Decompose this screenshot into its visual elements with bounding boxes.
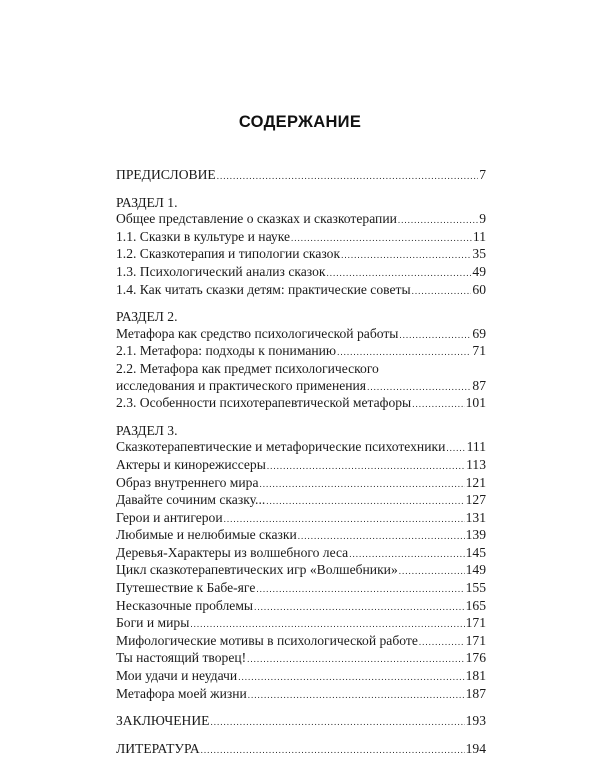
toc-entry xyxy=(116,615,486,633)
toc-entry xyxy=(116,475,486,493)
dot-leader xyxy=(349,546,464,563)
toc-page-number: 7 xyxy=(479,167,486,182)
toc-page-number: 113 xyxy=(466,456,486,472)
toc-page-number: 171 xyxy=(465,615,486,631)
toc-entry-label: Мифологические мотивы в психологической работе xyxy=(116,632,418,648)
toc-section-2 xyxy=(116,309,486,413)
toc-entry-label: Мои удачи и неудачи xyxy=(116,668,238,684)
toc-entry-label: Метафора как средство психологической работы xyxy=(116,325,399,341)
dot-leader xyxy=(298,528,465,545)
dot-leader xyxy=(247,651,464,668)
toc-entry xyxy=(116,598,486,616)
dot-leader xyxy=(412,283,472,300)
toc-entry xyxy=(116,211,486,229)
dot-leader xyxy=(399,563,465,580)
toc-entry-label-line2: исследования и практического применения xyxy=(116,377,367,393)
dot-leader xyxy=(326,265,471,282)
toc-entry-label: 1.4. Как читать сказки детям: практические советы xyxy=(116,281,411,297)
toc-page-number: 176 xyxy=(465,650,486,666)
dot-leader xyxy=(190,616,464,633)
toc-page-number: 127 xyxy=(465,492,486,508)
toc-entry-label: Любимые и нелюбимые сказки xyxy=(116,527,297,543)
dot-leader xyxy=(398,212,478,229)
toc-entry xyxy=(116,668,486,686)
toc-page-number: 194 xyxy=(465,740,486,756)
toc-entry-label: Давайте сочиним сказку... xyxy=(116,492,266,508)
dot-leader xyxy=(341,247,471,264)
dot-leader xyxy=(256,581,464,598)
toc-entry xyxy=(116,527,486,545)
toc-entry-label: Путешествие к Бабе-яге xyxy=(116,580,256,596)
toc-entry xyxy=(116,510,486,528)
toc-entry-label: Деревья-Характеры из волшебного леса xyxy=(116,544,349,560)
toc-page-number: 11 xyxy=(472,228,486,244)
toc-page-number: 69 xyxy=(472,325,486,341)
toc-page-number: 165 xyxy=(465,597,486,613)
toc-entry xyxy=(116,282,486,300)
toc-entry xyxy=(116,686,486,704)
dot-leader xyxy=(399,327,471,344)
section-3-entries xyxy=(116,439,486,703)
toc-page-number: 87 xyxy=(472,377,486,393)
toc-entry-label: ЗАКЛЮЧЕНИЕ xyxy=(116,713,210,729)
dot-leader xyxy=(412,396,464,413)
toc-entry-label: ПРЕДИСЛОВИЕ xyxy=(116,167,216,182)
toc-entry-label: Ты настоящий творец! xyxy=(116,650,247,666)
page-title: СОДЕРЖАНИЕ xyxy=(238,113,362,131)
toc-entry xyxy=(116,439,486,457)
dot-leader xyxy=(419,634,465,651)
dot-leader xyxy=(238,669,464,686)
toc-entry-label: Герои и антигерои xyxy=(116,509,223,525)
dot-leader xyxy=(210,714,464,731)
toc-entry xyxy=(116,264,486,282)
dot-leader xyxy=(224,511,465,528)
toc-entry-label: Боги и миры xyxy=(116,615,190,631)
dot-leader xyxy=(266,493,464,510)
dot-leader xyxy=(337,344,471,361)
toc-conclusion-group xyxy=(116,713,486,731)
toc-entry-conclusion xyxy=(116,713,486,731)
toc-page-number: 193 xyxy=(465,713,486,729)
toc-page-number: 121 xyxy=(465,474,486,490)
toc-entry-label: 1.3. Психологический анализ сказок xyxy=(116,263,326,279)
toc-entry-label: 2.1. Метафора: подходы к пониманию xyxy=(116,343,337,359)
toc-entry xyxy=(116,580,486,598)
toc-page-number: 171 xyxy=(465,632,486,648)
toc-entry xyxy=(116,378,486,396)
toc-page-number: 181 xyxy=(465,668,486,684)
toc-preface-group xyxy=(116,167,486,185)
toc-entry xyxy=(116,326,486,344)
toc-entry-label: 1.2. Сказкотерапия и типологии сказок xyxy=(116,246,341,262)
section-heading: РАЗДЕЛ 2. xyxy=(116,309,178,325)
toc-entry-label: 1.1. Сказки в культуре и науке xyxy=(116,228,291,244)
toc-entry-label: ЛИТЕРАТУРА xyxy=(116,740,200,756)
toc-entry-label-line1: 2.2. Метафора как предмет психологического xyxy=(116,360,379,376)
dot-leader xyxy=(248,687,465,704)
toc-entry-label: 2.3. Особенности психотерапевтической метафоры xyxy=(116,395,412,411)
dot-leader xyxy=(217,168,478,185)
toc-entry-label: Несказочные проблемы xyxy=(116,597,254,613)
table-of-contents xyxy=(116,167,486,768)
toc-entry-label: Сказкотерапевтические и метафорические психотехники xyxy=(116,439,446,455)
toc-entry xyxy=(116,545,486,563)
toc-page-number: 187 xyxy=(465,685,486,701)
toc-entry-preface xyxy=(116,167,486,185)
toc-page-number: 71 xyxy=(472,343,486,359)
toc-page-number: 35 xyxy=(472,246,486,262)
section-heading: РАЗДЕЛ 3. xyxy=(116,422,178,438)
toc-page-number: 139 xyxy=(465,527,486,543)
toc-entry xyxy=(116,457,486,475)
toc-entry xyxy=(116,343,486,361)
dot-leader xyxy=(446,440,465,457)
toc-page-number: 111 xyxy=(466,439,486,455)
toc-entry xyxy=(116,246,486,264)
toc-page-number: 145 xyxy=(465,544,486,560)
toc-section-1 xyxy=(116,195,486,300)
toc-section-3 xyxy=(116,423,486,704)
dot-leader xyxy=(267,458,465,475)
toc-page-number: 60 xyxy=(472,281,486,297)
dot-leader xyxy=(259,476,464,493)
toc-entry xyxy=(116,492,486,510)
toc-entry xyxy=(116,562,486,580)
toc-entry xyxy=(116,229,486,247)
toc-page-number: 101 xyxy=(465,395,486,411)
toc-entry xyxy=(116,650,486,668)
section-heading: РАЗДЕЛ 1. xyxy=(116,194,178,210)
toc-page-number: 49 xyxy=(472,263,486,279)
toc-entry-label: Актеры и кинорежиссеры xyxy=(116,456,266,472)
toc-page-number: 131 xyxy=(465,509,486,525)
toc-page-number: 9 xyxy=(479,211,486,227)
toc-entry-label: Общее представление о сказках и сказкотерапии xyxy=(116,211,397,227)
toc-page-number: 149 xyxy=(465,562,486,578)
dot-leader xyxy=(254,599,465,616)
toc-entry-label: Метафора моей жизни xyxy=(116,685,247,701)
toc-page-number: 155 xyxy=(465,580,486,596)
toc-entry-label: Цикл сказкотерапевтических игр «Волшебники» xyxy=(116,562,398,578)
toc-entry-label: Образ внутреннего мира xyxy=(116,474,259,490)
dot-leader xyxy=(201,742,465,759)
dot-leader xyxy=(291,230,472,247)
toc-entry xyxy=(116,395,486,413)
toc-entry xyxy=(116,633,486,651)
dot-leader xyxy=(367,379,471,396)
